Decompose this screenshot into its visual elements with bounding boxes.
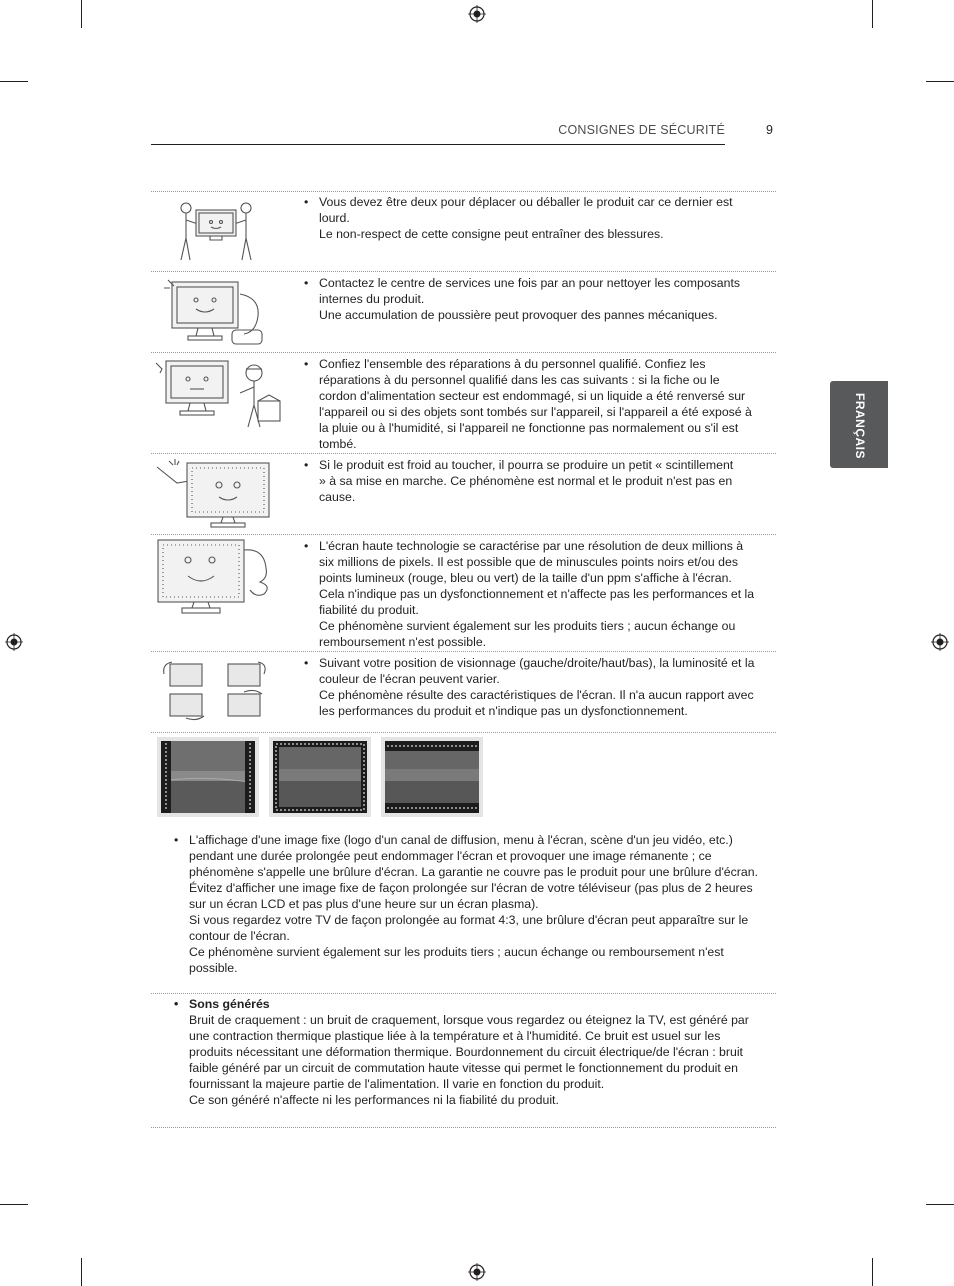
bullet: • bbox=[304, 357, 309, 371]
bullet: • bbox=[304, 539, 309, 553]
language-tab-label: FRANÇAIS bbox=[853, 393, 867, 459]
paragraph: Une accumulation de poussière peut provoquer des pannes mécaniques. bbox=[319, 308, 718, 322]
crop-mark bbox=[0, 1204, 28, 1205]
crop-mark bbox=[926, 81, 954, 82]
language-tab bbox=[830, 381, 888, 468]
paragraph: Évitez d'afficher une image fixe de façon prolongée sur l'écran de votre téléviseur (pas plus de 2 heures sur un écran LCD et pas plus d'une heure sur un écran plasma). bbox=[189, 881, 753, 911]
crop-mark bbox=[81, 0, 82, 28]
header-rule bbox=[151, 144, 725, 145]
bullet: • bbox=[304, 656, 309, 670]
section-title: CONSIGNES DE SÉCURITÉ bbox=[558, 123, 725, 137]
bullet: • bbox=[304, 276, 309, 290]
paragraph: L'affichage d'une image fixe (logo d'un canal de diffusion, menu à l'écran, scène d'un jeu vidéo, etc.) pendant une durée prolongée peut endommager l'écran et provoquer une image rémanente ; ce phénomène s'appelle une brûlure d'écran. La garantie ne couvre pas le produit pour une brûlure d'écran. bbox=[189, 833, 758, 879]
list-item bbox=[304, 538, 759, 650]
burn-in-horizontal-bars-image bbox=[381, 737, 483, 817]
two-people-carrying-tv-icon bbox=[176, 198, 256, 264]
paragraph: Suivant votre position de visionnage (gauche/droite/haut/bas), la luminosité et la couleur de l'écran peuvent varier. bbox=[319, 656, 755, 686]
burn-in-frame-image bbox=[269, 737, 371, 817]
list-item bbox=[174, 996, 759, 1108]
separator bbox=[151, 453, 776, 454]
list-item bbox=[304, 457, 739, 505]
crop-mark bbox=[0, 81, 28, 82]
bullet: • bbox=[304, 458, 309, 472]
page-number: 9 bbox=[766, 123, 773, 137]
tv-repair-technician-icon bbox=[152, 357, 284, 431]
paragraph: L'écran haute technologie se caractérise par une résolution de deux millions à six millions de pixels. Il est possible que de minuscules points noirs et/ou des points lumineux (rouge, bleu ou vert) de la taille d'un ppm s'affiche à l'écran. Cela n'indique pas un dysfonctionnement et n'affecte pas les performances et la fiabilité du produit. bbox=[319, 539, 755, 617]
paragraph: Confiez l'ensemble des réparations à du personnel qualifié. Confiez les réparations à du personnel qualifié dans les cas suivants : si la fiche ou le cordon d'alimentation secteur est endommagé, si un liquide a été renversé sur l'appareil ou si des objets sont tombés sur l'appareil, si l'appareil a été exposé à la pluie ou à l'humidité, si l'appareil ne fonctionne pas normalement ou s'il est tombé. bbox=[319, 357, 752, 451]
tv-vacuum-cleaning-icon bbox=[160, 276, 270, 348]
crop-mark bbox=[872, 1258, 873, 1286]
paragraph: Ce phénomène résulte des caractéristiques de l'écran. Il n'a aucun rapport avec les performances du produit et n'indique pas un dysfonctionnement. bbox=[319, 688, 754, 718]
separator bbox=[151, 352, 776, 353]
separator bbox=[151, 534, 776, 535]
paragraph: Si le produit est froid au toucher, il pourra se produire un petit « scintillement » à sa mise en marche. Ce phénomène est normal et le produit n'est pas en cause. bbox=[319, 458, 734, 504]
cold-tv-flicker-icon bbox=[155, 459, 275, 531]
paragraph: Contactez le centre de services une fois par an pour nettoyer les composants internes du produit. bbox=[319, 276, 741, 306]
paragraph: Vous devez être deux pour déplacer ou déballer le produit car ce dernier est lourd. bbox=[319, 195, 733, 225]
separator bbox=[151, 651, 776, 652]
list-item bbox=[304, 275, 759, 323]
crop-mark bbox=[81, 1258, 82, 1286]
registration-mark-icon bbox=[5, 633, 23, 651]
registration-mark-icon bbox=[931, 633, 949, 651]
section-heading: Sons générés bbox=[189, 997, 270, 1011]
registration-mark-icon bbox=[468, 1263, 486, 1281]
bullet: • bbox=[174, 997, 179, 1011]
list-item bbox=[304, 194, 759, 242]
tv-pixels-icon bbox=[156, 538, 276, 616]
crop-mark bbox=[926, 1204, 954, 1205]
separator bbox=[151, 732, 776, 733]
paragraph: Ce phénomène survient également sur les produits tiers ; aucun échange ou remboursement n'est possible. bbox=[189, 945, 724, 975]
bullet: • bbox=[304, 195, 309, 209]
list-item bbox=[174, 832, 759, 976]
burn-in-vertical-bars-image bbox=[157, 737, 259, 817]
separator bbox=[151, 191, 776, 192]
paragraph: Bruit de craquement : un bruit de craquement, lorsque vous regardez ou éteignez la TV, est généré par une contraction thermique plastique liée à la température et à l'humidité. Ce bruit est usuel sur les produits nécessitant une déformation thermique. Bourdonnement du circuit électrique/de l'écran : bruit faible généré par un circuit de commutation haute vitesse qui permet le fonctionnement du produit en fournissant la majeure partie de l'alimentation. Il varie en fonction du produit. bbox=[189, 1013, 749, 1091]
list-item bbox=[304, 655, 759, 719]
separator bbox=[151, 271, 776, 272]
separator bbox=[151, 1127, 776, 1128]
viewing-angle-tvs-icon bbox=[160, 660, 272, 722]
paragraph: Si vous regardez votre TV de façon prolongée au format 4:3, une brûlure d'écran peut apparaître sur le contour de l'écran. bbox=[189, 913, 749, 943]
crop-mark bbox=[872, 0, 873, 28]
bullet: • bbox=[174, 833, 179, 847]
separator bbox=[151, 993, 776, 994]
paragraph: Ce son généré n'affecte ni les performances ni la fiabilité du produit. bbox=[189, 1093, 559, 1107]
list-item bbox=[304, 356, 759, 452]
paragraph: Le non-respect de cette consigne peut entraîner des blessures. bbox=[319, 227, 664, 241]
registration-mark-icon bbox=[468, 5, 486, 23]
paragraph: Ce phénomène survient également sur les produits tiers ; aucun échange ou remboursement n'est possible. bbox=[319, 619, 736, 649]
